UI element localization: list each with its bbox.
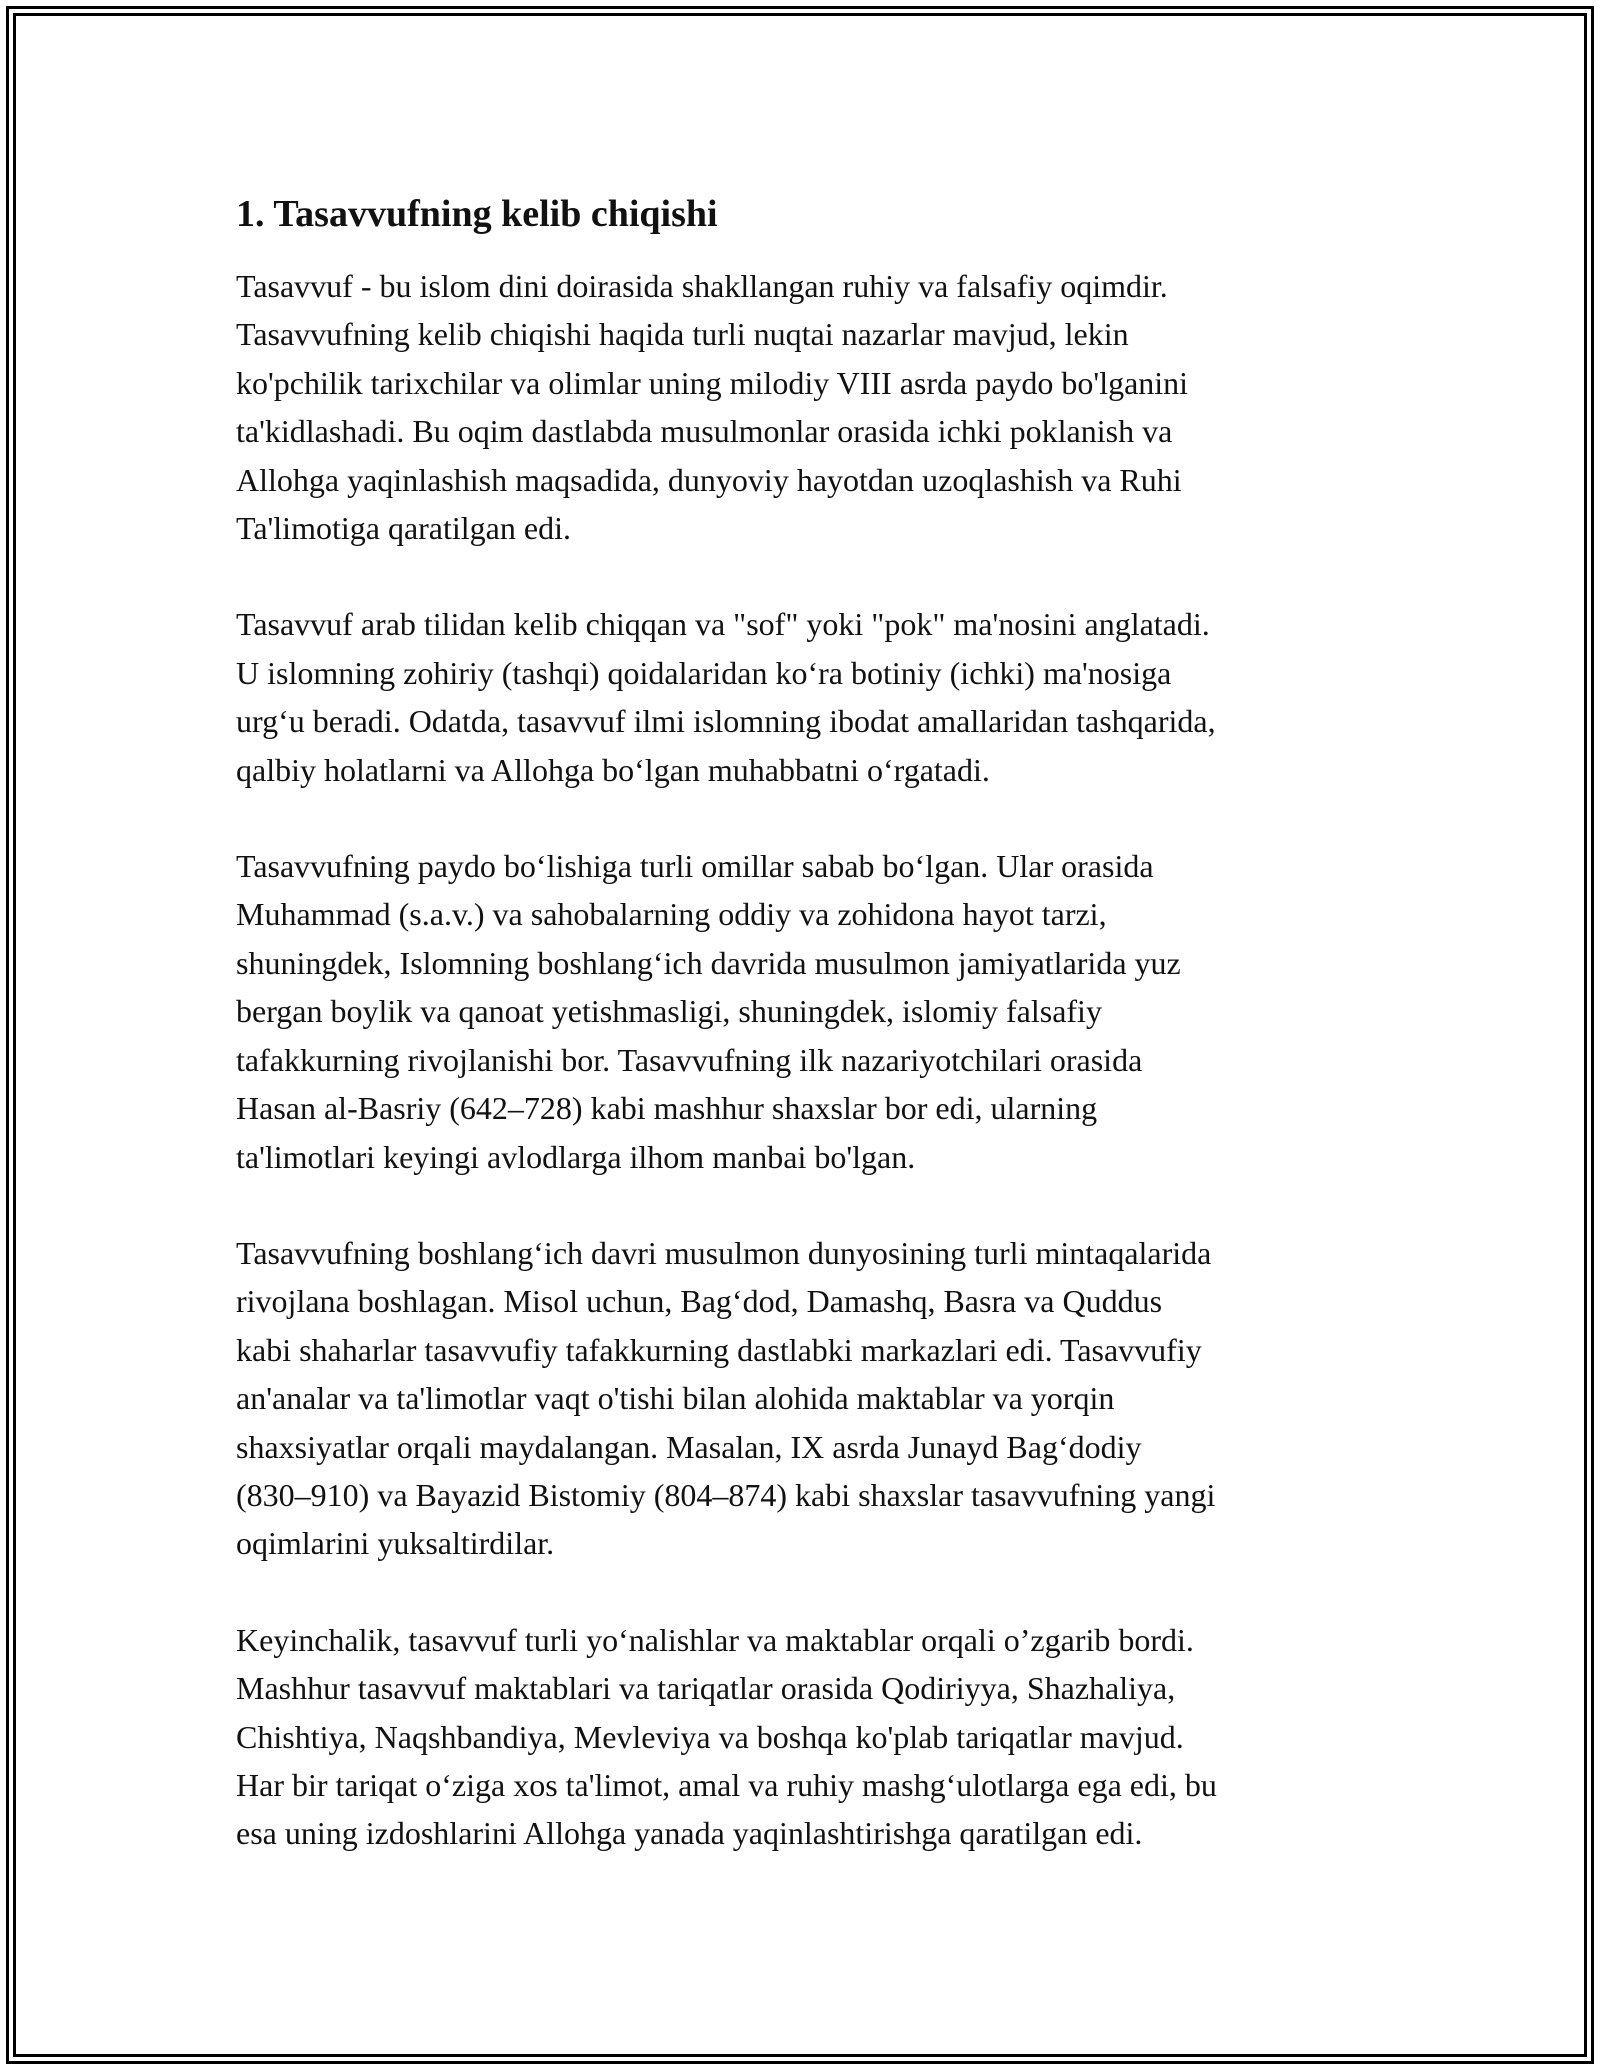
paragraph-1 [236, 262, 1366, 552]
paragraph-line: qalbiy holatlarni va Allohga bo‘lgan muhabbatni o‘rgatadi. [236, 751, 990, 788]
paragraph-4 [236, 1229, 1366, 1568]
paragraph-line: Muhammad (s.a.v.) va sahobalarning oddiy va zohidona hayot tarzi, [236, 896, 1107, 933]
paragraph-line: Chishtiya, Naqshbandiya, Mevleviya va boshqa ko'plab tariqatlar mavjud. [236, 1718, 1184, 1755]
paragraph-3 [236, 842, 1366, 1181]
paragraph-line: urg‘u beradi. Odatda, tasavvuf ilmi islomning ibodat amallaridan tashqarida, [236, 703, 1216, 740]
paragraph-line: Keyinchalik, tasavvuf turli yo‘nalishlar va maktablar orqali o’zgarib bordi. [236, 1621, 1194, 1658]
paragraph-line: Hasan al-Basriy (642–728) kabi mashhur shaxslar bor edi, ularning [236, 1090, 1098, 1127]
paragraph-line: Tasavvuf arab tilidan kelib chiqqan va "sof" yoki "pok" ma'nosini anglatadi. [236, 606, 1210, 643]
paragraph-line: shaxsiyatlar orqali maydalangan. Masalan, IX asrda Junayd Bag‘dodiy [236, 1428, 1142, 1465]
paragraph-line: shuningdek, Islomning boshlang‘ich davrida musulmon jamiyatlarida yuz [236, 944, 1181, 981]
paragraph-line: Ta'limotiga qaratilgan edi. [236, 510, 571, 547]
paragraph-line: Tasavvufning paydo bo‘lishiga turli omillar sabab bo‘lgan. Ular orasida [236, 848, 1154, 885]
paragraph-line: an'analar va ta'limotlar vaqt o'tishi bilan alohida maktablar va yorqin [236, 1380, 1115, 1417]
paragraph-5 [236, 1616, 1366, 1858]
paragraph-line: oqimlarini yuksaltirdilar. [236, 1525, 555, 1562]
paragraph-line: U islomning zohiriy (tashqi) qoidalaridan ko‘ra botiniy (ichki) ma'nosiga [236, 654, 1172, 691]
section-heading: 1. Tasavvufning kelib chiqishi [236, 193, 718, 235]
paragraph-line: rivojlana boshlagan. Misol uchun, Bag‘dod, Damashq, Basra va Quddus [236, 1283, 1163, 1320]
paragraph-line: bergan boylik va qanoat yetishmasligi, shuningdek, islomiy falsafiy [236, 993, 1102, 1030]
paragraph-line: Tasavvufning kelib chiqishi haqida turli nuqtai nazarlar mavjud, lekin [236, 316, 1129, 353]
paragraph-line: Tasavvuf - bu islom dini doirasida shakllangan ruhiy va falsafiy oqimdir. [236, 268, 1168, 304]
paragraph-line: tafakkurning rivojlanishi bor. Tasavvufning ilk nazariyotchilari orasida [236, 1041, 1143, 1078]
paragraph-2 [236, 600, 1366, 794]
paragraph-line: (830–910) va Bayazid Bistomiy (804–874) kabi shaxslar tasavvufning yangi [236, 1476, 1216, 1513]
paragraph-line: Har bir tariqat o‘ziga xos ta'limot, amal va ruhiy mashg‘ulotlarga ega edi, bu [236, 1766, 1217, 1803]
paragraph-line: kabi shaharlar tasavvufiy tafakkurning dastlabki markazlari edi. Tasavvufiy [236, 1331, 1202, 1368]
paragraph-line: Tasavvufning boshlang‘ich davri musulmon dunyosining turli mintaqalarida [236, 1234, 1212, 1271]
paragraph-line: ta'limotlari keyingi avlodlarga ilhom manbai bo'lgan. [236, 1138, 916, 1175]
paragraph-line: esa uning izdoshlarini Allohga yanada yaqinlashtirishga qaratilgan edi. [236, 1815, 1143, 1852]
paragraph-line: ko'pchilik tarixchilar va olimlar uning milodiy VIII asrda paydo bo'lganini [236, 364, 1189, 401]
paragraph-line: ta'kidlashadi. Bu oqim dastlabda musulmonlar orasida ichki poklanish va [236, 413, 1173, 450]
paragraph-line: Mashhur tasavvuf maktablari va tariqatlar orasida Qodiriyya, Shazhaliya, [236, 1670, 1176, 1707]
paragraph-line: Allohga yaqinlashish maqsadida, dunyoviy hayotdan uzoqlashish va Ruhi [236, 461, 1182, 498]
document-body [236, 186, 1366, 1906]
